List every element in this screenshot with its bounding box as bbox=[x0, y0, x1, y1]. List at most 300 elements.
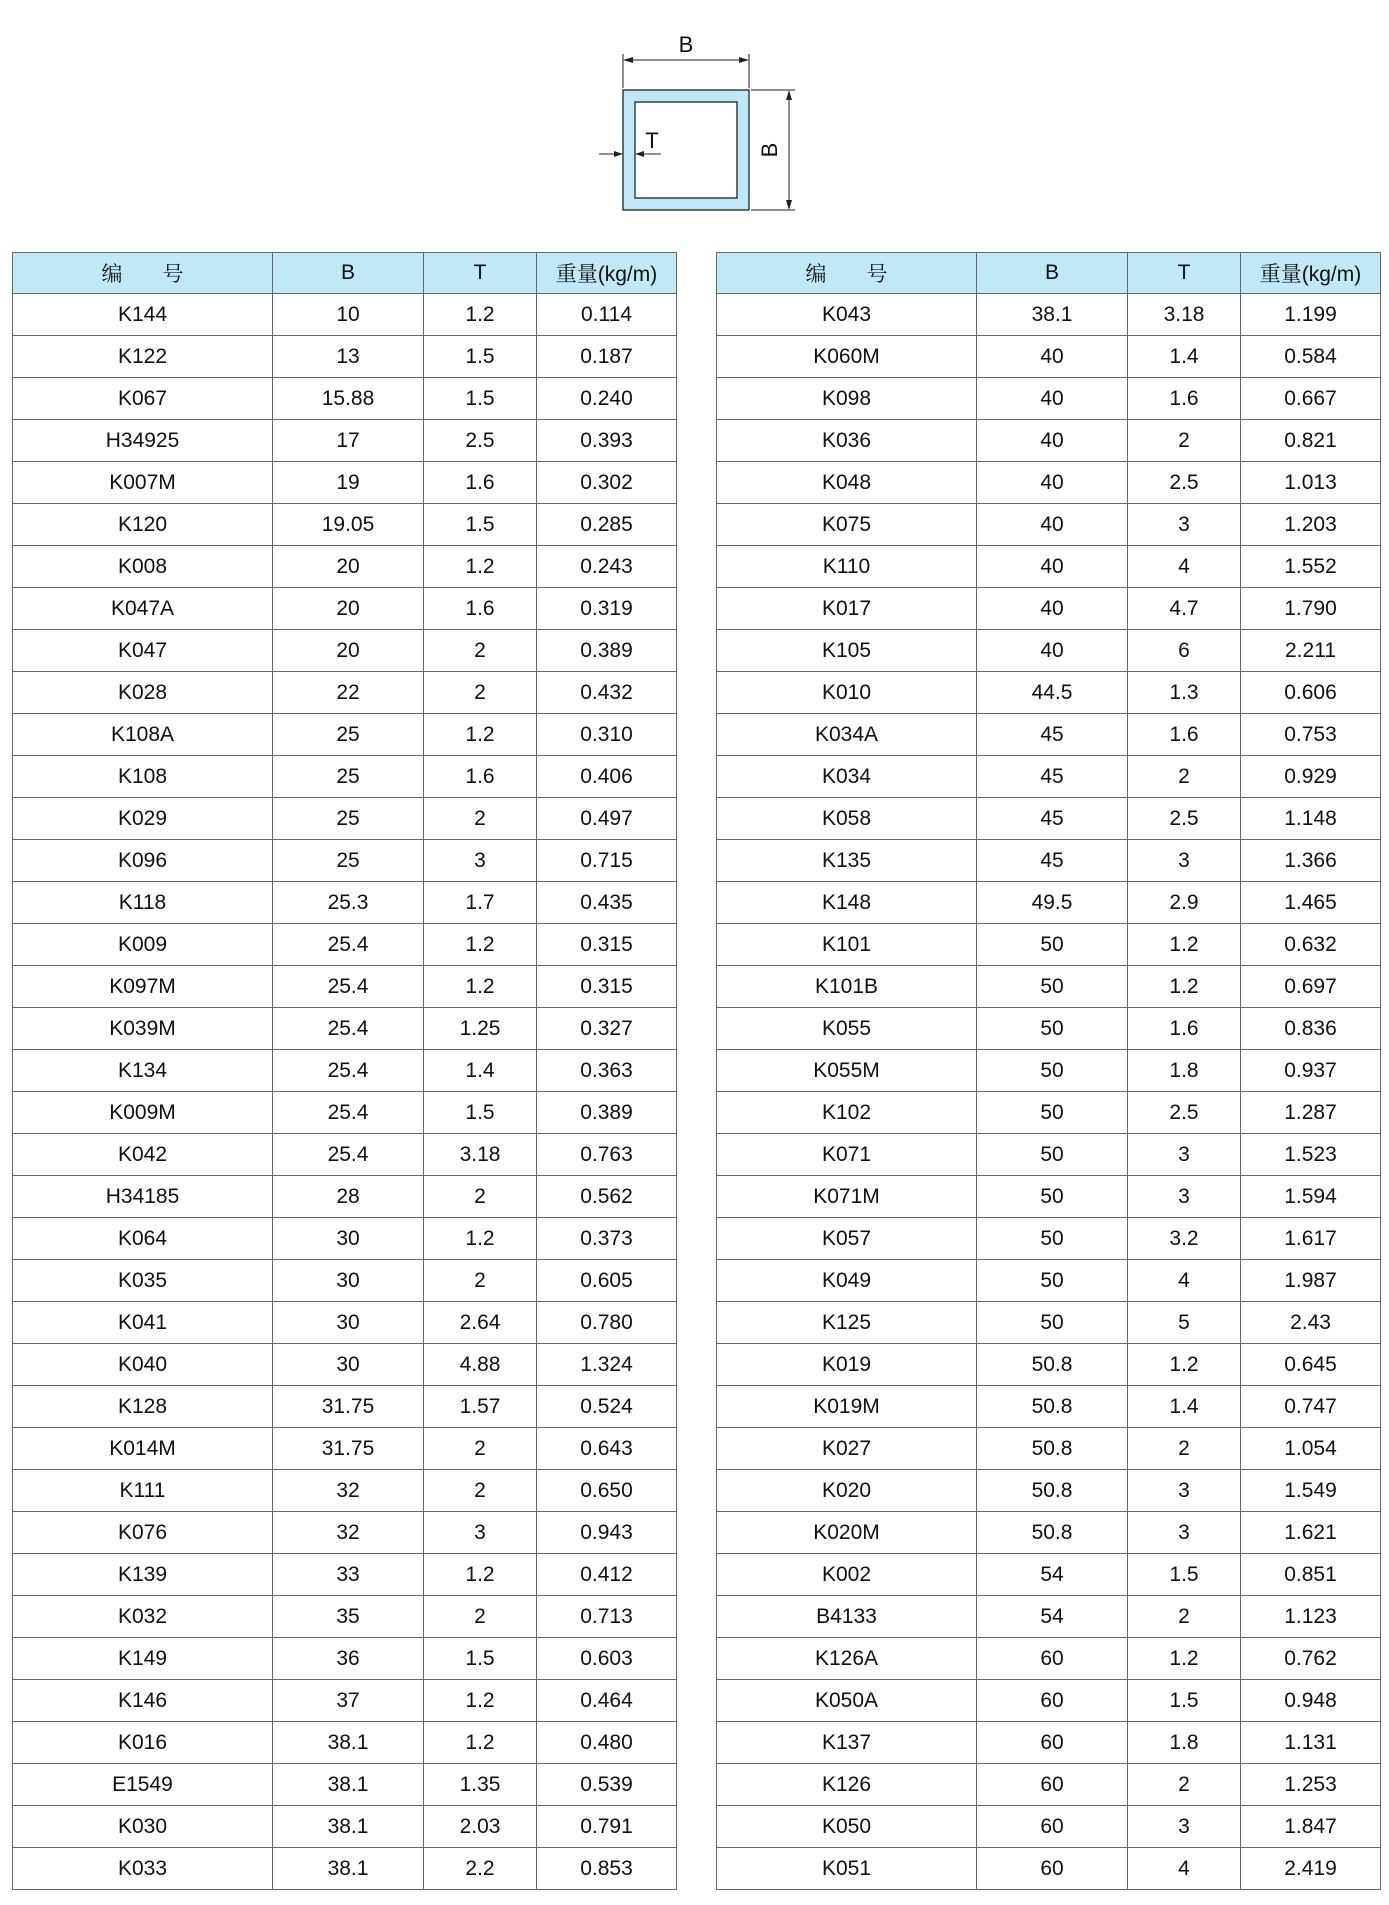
cell-weight: 0.584 bbox=[1241, 336, 1381, 378]
cell-code: K050 bbox=[717, 1806, 977, 1848]
cell-weight: 0.937 bbox=[1241, 1050, 1381, 1092]
spec-table-left bbox=[12, 252, 677, 1890]
cell-b: 38.1 bbox=[273, 1848, 424, 1890]
cell-t: 6 bbox=[1128, 630, 1241, 672]
table-row bbox=[717, 1344, 1381, 1386]
table-row bbox=[13, 1512, 677, 1554]
table-header-row bbox=[717, 253, 1381, 294]
cell-t: 3 bbox=[1128, 1512, 1241, 1554]
cell-b: 50.8 bbox=[977, 1512, 1128, 1554]
cell-t: 2 bbox=[1128, 1764, 1241, 1806]
cell-t: 4 bbox=[1128, 546, 1241, 588]
cell-t: 3 bbox=[424, 840, 537, 882]
cell-weight: 0.363 bbox=[537, 1050, 677, 1092]
table-row bbox=[717, 966, 1381, 1008]
cell-weight: 0.747 bbox=[1241, 1386, 1381, 1428]
cell-code: K035 bbox=[13, 1260, 273, 1302]
cell-weight: 0.853 bbox=[537, 1848, 677, 1890]
cell-b: 17 bbox=[273, 420, 424, 462]
cell-b: 30 bbox=[273, 1260, 424, 1302]
cell-t: 1.25 bbox=[424, 1008, 537, 1050]
cell-b: 25.4 bbox=[273, 924, 424, 966]
cell-code: K055M bbox=[717, 1050, 977, 1092]
cell-b: 50.8 bbox=[977, 1386, 1128, 1428]
cell-code: K029 bbox=[13, 798, 273, 840]
cell-code: K036 bbox=[717, 420, 977, 462]
table-row bbox=[13, 588, 677, 630]
cell-weight: 2.419 bbox=[1241, 1848, 1381, 1890]
cell-weight: 1.552 bbox=[1241, 546, 1381, 588]
cell-b: 13 bbox=[273, 336, 424, 378]
cell-code: K064 bbox=[13, 1218, 273, 1260]
cell-t: 2 bbox=[424, 630, 537, 672]
spec-table-right bbox=[716, 252, 1381, 1890]
cell-code: K030 bbox=[13, 1806, 273, 1848]
cell-code: K017 bbox=[717, 588, 977, 630]
cell-weight: 1.790 bbox=[1241, 588, 1381, 630]
cell-b: 40 bbox=[977, 546, 1128, 588]
cell-t: 2 bbox=[424, 1428, 537, 1470]
cell-code: K016 bbox=[13, 1722, 273, 1764]
table-row bbox=[13, 336, 677, 378]
cell-b: 25 bbox=[273, 756, 424, 798]
cell-b: 38.1 bbox=[273, 1764, 424, 1806]
header-t: T bbox=[1128, 253, 1241, 294]
table-row bbox=[717, 420, 1381, 462]
cell-b: 45 bbox=[977, 798, 1128, 840]
cell-weight: 0.929 bbox=[1241, 756, 1381, 798]
table-row bbox=[13, 1134, 677, 1176]
cell-t: 1.2 bbox=[424, 714, 537, 756]
table-row bbox=[13, 798, 677, 840]
cell-code: K033 bbox=[13, 1848, 273, 1890]
cell-b: 38.1 bbox=[273, 1806, 424, 1848]
cell-b: 50 bbox=[977, 966, 1128, 1008]
cell-weight: 1.253 bbox=[1241, 1764, 1381, 1806]
cell-b: 50.8 bbox=[977, 1344, 1128, 1386]
cell-weight: 1.287 bbox=[1241, 1092, 1381, 1134]
cell-weight: 0.373 bbox=[537, 1218, 677, 1260]
cell-code: K028 bbox=[13, 672, 273, 714]
cell-b: 60 bbox=[977, 1806, 1128, 1848]
cell-weight: 0.791 bbox=[537, 1806, 677, 1848]
cell-t: 1.4 bbox=[1128, 1386, 1241, 1428]
table-row bbox=[717, 588, 1381, 630]
table-row bbox=[717, 1638, 1381, 1680]
cell-t: 2.64 bbox=[424, 1302, 537, 1344]
table-row bbox=[717, 882, 1381, 924]
cell-code: K111 bbox=[13, 1470, 273, 1512]
table-row bbox=[13, 294, 677, 336]
cell-weight: 0.406 bbox=[537, 756, 677, 798]
cell-t: 1.2 bbox=[424, 1554, 537, 1596]
header-t: T bbox=[424, 253, 537, 294]
cell-code: K020M bbox=[717, 1512, 977, 1554]
cell-code: K034A bbox=[717, 714, 977, 756]
table-row bbox=[717, 378, 1381, 420]
cell-t: 1.5 bbox=[424, 1092, 537, 1134]
table-row bbox=[13, 1302, 677, 1344]
cell-t: 1.8 bbox=[1128, 1050, 1241, 1092]
cell-code: K009M bbox=[13, 1092, 273, 1134]
thickness-label: T bbox=[645, 128, 659, 153]
cell-b: 31.75 bbox=[273, 1428, 424, 1470]
cell-code: K049 bbox=[717, 1260, 977, 1302]
cell-t: 5 bbox=[1128, 1302, 1241, 1344]
table-row bbox=[13, 1260, 677, 1302]
cell-b: 35 bbox=[273, 1596, 424, 1638]
cell-code: K047A bbox=[13, 588, 273, 630]
cell-weight: 0.780 bbox=[537, 1302, 677, 1344]
cell-weight: 0.285 bbox=[537, 504, 677, 546]
cell-code: K042 bbox=[13, 1134, 273, 1176]
cell-t: 3 bbox=[1128, 1134, 1241, 1176]
cell-code: K019 bbox=[717, 1344, 977, 1386]
table-row bbox=[13, 1554, 677, 1596]
cell-t: 1.5 bbox=[424, 378, 537, 420]
cell-code: K101 bbox=[717, 924, 977, 966]
cell-b: 20 bbox=[273, 588, 424, 630]
table-row bbox=[717, 546, 1381, 588]
header-b: B bbox=[273, 253, 424, 294]
table-row bbox=[717, 462, 1381, 504]
table-row bbox=[13, 756, 677, 798]
table-row bbox=[13, 840, 677, 882]
cell-t: 3 bbox=[1128, 1806, 1241, 1848]
cell-weight: 1.523 bbox=[1241, 1134, 1381, 1176]
cell-b: 25.3 bbox=[273, 882, 424, 924]
cell-t: 2 bbox=[1128, 756, 1241, 798]
cell-code: K040 bbox=[13, 1344, 273, 1386]
cell-weight: 0.763 bbox=[537, 1134, 677, 1176]
cell-code: K108 bbox=[13, 756, 273, 798]
cell-t: 1.5 bbox=[424, 336, 537, 378]
header-code: 编号 bbox=[717, 253, 977, 294]
cell-b: 15.88 bbox=[273, 378, 424, 420]
table-row bbox=[717, 1848, 1381, 1890]
cell-code: K096 bbox=[13, 840, 273, 882]
cell-t: 1.2 bbox=[424, 294, 537, 336]
table-row bbox=[13, 420, 677, 462]
cell-code: K047 bbox=[13, 630, 273, 672]
cell-b: 50 bbox=[977, 1134, 1128, 1176]
cell-b: 37 bbox=[273, 1680, 424, 1722]
cell-weight: 0.851 bbox=[1241, 1554, 1381, 1596]
cell-weight: 0.643 bbox=[537, 1428, 677, 1470]
table-row bbox=[717, 672, 1381, 714]
cell-code: K120 bbox=[13, 504, 273, 546]
cell-code: K076 bbox=[13, 1512, 273, 1554]
cell-weight: 0.715 bbox=[537, 840, 677, 882]
cell-code: K139 bbox=[13, 1554, 273, 1596]
cell-weight: 0.464 bbox=[537, 1680, 677, 1722]
cell-code: K008 bbox=[13, 546, 273, 588]
cell-code: K102 bbox=[717, 1092, 977, 1134]
cell-weight: 0.243 bbox=[537, 546, 677, 588]
cell-t: 4 bbox=[1128, 1848, 1241, 1890]
cell-weight: 0.650 bbox=[537, 1470, 677, 1512]
table-row bbox=[717, 798, 1381, 840]
cell-b: 49.5 bbox=[977, 882, 1128, 924]
cell-weight: 0.315 bbox=[537, 924, 677, 966]
cell-t: 1.8 bbox=[1128, 1722, 1241, 1764]
cell-t: 2 bbox=[1128, 1596, 1241, 1638]
table-row bbox=[13, 924, 677, 966]
thickness-arrow-left bbox=[614, 151, 623, 157]
cell-t: 1.2 bbox=[1128, 1638, 1241, 1680]
cell-code: K126 bbox=[717, 1764, 977, 1806]
cell-weight: 0.435 bbox=[537, 882, 677, 924]
table-row bbox=[13, 1344, 677, 1386]
table-row bbox=[717, 1554, 1381, 1596]
cell-weight: 0.114 bbox=[537, 294, 677, 336]
cell-t: 3 bbox=[1128, 840, 1241, 882]
cell-t: 4 bbox=[1128, 1260, 1241, 1302]
cell-b: 25 bbox=[273, 840, 424, 882]
table-row bbox=[13, 1176, 677, 1218]
cell-t: 1.4 bbox=[1128, 336, 1241, 378]
table-row bbox=[717, 1176, 1381, 1218]
width-label: B bbox=[678, 32, 694, 57]
cell-t: 3 bbox=[1128, 1470, 1241, 1512]
cell-weight: 0.302 bbox=[537, 462, 677, 504]
table-row bbox=[13, 504, 677, 546]
cell-t: 1.2 bbox=[424, 1218, 537, 1260]
cell-b: 36 bbox=[273, 1638, 424, 1680]
cell-b: 60 bbox=[977, 1848, 1128, 1890]
cell-b: 19 bbox=[273, 462, 424, 504]
cell-t: 1.2 bbox=[1128, 1344, 1241, 1386]
cell-weight: 0.310 bbox=[537, 714, 677, 756]
cell-b: 40 bbox=[977, 504, 1128, 546]
cell-t: 3.18 bbox=[424, 1134, 537, 1176]
cell-code: K122 bbox=[13, 336, 273, 378]
table-row bbox=[13, 1386, 677, 1428]
cell-t: 1.2 bbox=[1128, 924, 1241, 966]
cell-b: 54 bbox=[977, 1596, 1128, 1638]
cell-t: 1.5 bbox=[424, 1638, 537, 1680]
cell-weight: 0.713 bbox=[537, 1596, 677, 1638]
cell-weight: 0.187 bbox=[537, 336, 677, 378]
cell-weight: 1.594 bbox=[1241, 1176, 1381, 1218]
cell-t: 1.2 bbox=[1128, 966, 1241, 1008]
cell-b: 40 bbox=[977, 630, 1128, 672]
width-arrow-left bbox=[623, 57, 633, 63]
cell-weight: 1.617 bbox=[1241, 1218, 1381, 1260]
table-row bbox=[717, 1050, 1381, 1092]
cell-t: 2.5 bbox=[1128, 1092, 1241, 1134]
cell-t: 1.5 bbox=[424, 504, 537, 546]
cell-b: 38.1 bbox=[273, 1722, 424, 1764]
cell-t: 2 bbox=[424, 1176, 537, 1218]
cell-code: K051 bbox=[717, 1848, 977, 1890]
table-row bbox=[717, 1386, 1381, 1428]
cell-code: K118 bbox=[13, 882, 273, 924]
cell-t: 1.7 bbox=[424, 882, 537, 924]
cell-b: 45 bbox=[977, 756, 1128, 798]
cell-b: 60 bbox=[977, 1680, 1128, 1722]
cell-code: K014M bbox=[13, 1428, 273, 1470]
cell-code: K105 bbox=[717, 630, 977, 672]
square-tube-cross-section-diagram bbox=[585, 22, 825, 222]
header-b: B bbox=[977, 253, 1128, 294]
cell-t: 1.2 bbox=[424, 1680, 537, 1722]
cell-b: 50 bbox=[977, 1218, 1128, 1260]
cell-t: 1.35 bbox=[424, 1764, 537, 1806]
table-row bbox=[13, 1008, 677, 1050]
table-row bbox=[717, 336, 1381, 378]
cell-b: 60 bbox=[977, 1722, 1128, 1764]
cell-t: 2 bbox=[1128, 1428, 1241, 1470]
table-row bbox=[717, 1596, 1381, 1638]
cell-t: 1.2 bbox=[424, 924, 537, 966]
table-row bbox=[13, 1764, 677, 1806]
cell-weight: 0.753 bbox=[1241, 714, 1381, 756]
cell-b: 45 bbox=[977, 840, 1128, 882]
cell-weight: 0.667 bbox=[1241, 378, 1381, 420]
cell-code: K108A bbox=[13, 714, 273, 756]
cell-b: 50.8 bbox=[977, 1470, 1128, 1512]
cell-code: K032 bbox=[13, 1596, 273, 1638]
cell-weight: 1.987 bbox=[1241, 1260, 1381, 1302]
cell-weight: 0.412 bbox=[537, 1554, 677, 1596]
cell-t: 2 bbox=[424, 798, 537, 840]
cell-b: 54 bbox=[977, 1554, 1128, 1596]
cell-t: 3.2 bbox=[1128, 1218, 1241, 1260]
cell-t: 3 bbox=[1128, 1176, 1241, 1218]
cell-t: 1.6 bbox=[1128, 1008, 1241, 1050]
cell-b: 50 bbox=[977, 1260, 1128, 1302]
cell-t: 3 bbox=[1128, 504, 1241, 546]
header-weight: 重量(kg/m) bbox=[1241, 253, 1381, 294]
cell-code: K060M bbox=[717, 336, 977, 378]
cell-b: 31.75 bbox=[273, 1386, 424, 1428]
table-row bbox=[13, 1722, 677, 1764]
table-row bbox=[13, 1596, 677, 1638]
cell-weight: 0.762 bbox=[1241, 1638, 1381, 1680]
table-row bbox=[717, 1680, 1381, 1722]
table-row bbox=[717, 1806, 1381, 1848]
height-label: B bbox=[757, 142, 782, 158]
cell-b: 40 bbox=[977, 336, 1128, 378]
cell-b: 25.4 bbox=[273, 1092, 424, 1134]
cell-t: 1.6 bbox=[424, 588, 537, 630]
cell-b: 40 bbox=[977, 588, 1128, 630]
cell-t: 2 bbox=[424, 1470, 537, 1512]
cell-code: K055 bbox=[717, 1008, 977, 1050]
table-row bbox=[13, 1680, 677, 1722]
table-row bbox=[717, 1764, 1381, 1806]
table-row bbox=[13, 1806, 677, 1848]
cell-t: 1.3 bbox=[1128, 672, 1241, 714]
table-row bbox=[717, 630, 1381, 672]
cell-code: E1549 bbox=[13, 1764, 273, 1806]
cell-b: 25.4 bbox=[273, 1134, 424, 1176]
cell-code: K067 bbox=[13, 378, 273, 420]
cell-code: K050A bbox=[717, 1680, 977, 1722]
cell-t: 1.4 bbox=[424, 1050, 537, 1092]
cell-b: 50 bbox=[977, 1008, 1128, 1050]
cell-t: 3.18 bbox=[1128, 294, 1241, 336]
cell-code: K041 bbox=[13, 1302, 273, 1344]
cell-weight: 1.148 bbox=[1241, 798, 1381, 840]
cell-b: 50 bbox=[977, 924, 1128, 966]
cell-weight: 0.603 bbox=[537, 1638, 677, 1680]
cell-weight: 1.013 bbox=[1241, 462, 1381, 504]
cell-weight: 1.203 bbox=[1241, 504, 1381, 546]
cell-code: K146 bbox=[13, 1680, 273, 1722]
cell-code: K027 bbox=[717, 1428, 977, 1470]
table-row bbox=[717, 1302, 1381, 1344]
table-row bbox=[13, 966, 677, 1008]
table-row bbox=[13, 1848, 677, 1890]
cell-b: 32 bbox=[273, 1470, 424, 1512]
cell-code: K039M bbox=[13, 1008, 273, 1050]
cell-code: K148 bbox=[717, 882, 977, 924]
cell-b: 25.4 bbox=[273, 966, 424, 1008]
table-row bbox=[717, 1134, 1381, 1176]
cell-code: K134 bbox=[13, 1050, 273, 1092]
cell-weight: 1.847 bbox=[1241, 1806, 1381, 1848]
width-arrow-right bbox=[739, 57, 749, 63]
table-row bbox=[13, 630, 677, 672]
cell-b: 50 bbox=[977, 1050, 1128, 1092]
cell-b: 44.5 bbox=[977, 672, 1128, 714]
table-row bbox=[717, 1218, 1381, 1260]
table-row bbox=[13, 882, 677, 924]
height-arrow-bottom bbox=[786, 200, 792, 210]
table-row bbox=[717, 756, 1381, 798]
table-row bbox=[717, 294, 1381, 336]
cell-t: 1.6 bbox=[1128, 714, 1241, 756]
cell-b: 25 bbox=[273, 798, 424, 840]
cell-t: 4.7 bbox=[1128, 588, 1241, 630]
cell-b: 40 bbox=[977, 378, 1128, 420]
table-row bbox=[13, 714, 677, 756]
cell-code: K009 bbox=[13, 924, 273, 966]
table-row bbox=[13, 1218, 677, 1260]
cell-weight: 2.211 bbox=[1241, 630, 1381, 672]
cell-code: K010 bbox=[717, 672, 977, 714]
cell-weight: 1.123 bbox=[1241, 1596, 1381, 1638]
cell-t: 2 bbox=[424, 672, 537, 714]
cell-b: 25 bbox=[273, 714, 424, 756]
cell-weight: 1.621 bbox=[1241, 1512, 1381, 1554]
cell-weight: 1.131 bbox=[1241, 1722, 1381, 1764]
cell-code: K149 bbox=[13, 1638, 273, 1680]
table-row bbox=[717, 1512, 1381, 1554]
cell-weight: 1.199 bbox=[1241, 294, 1381, 336]
cell-b: 30 bbox=[273, 1302, 424, 1344]
cell-code: K135 bbox=[717, 840, 977, 882]
cell-b: 60 bbox=[977, 1764, 1128, 1806]
table-row bbox=[13, 1638, 677, 1680]
cell-code: K097M bbox=[13, 966, 273, 1008]
cell-b: 50 bbox=[977, 1302, 1128, 1344]
cell-b: 10 bbox=[273, 294, 424, 336]
table-row bbox=[717, 1092, 1381, 1134]
table-row bbox=[717, 924, 1381, 966]
cell-code: K075 bbox=[717, 504, 977, 546]
cell-weight: 1.324 bbox=[537, 1344, 677, 1386]
height-arrow-top bbox=[786, 90, 792, 100]
cell-b: 50.8 bbox=[977, 1428, 1128, 1470]
cell-t: 2.5 bbox=[1128, 462, 1241, 504]
cell-code: H34185 bbox=[13, 1176, 273, 1218]
cell-weight: 0.389 bbox=[537, 630, 677, 672]
cell-weight: 0.393 bbox=[537, 420, 677, 462]
cell-weight: 0.821 bbox=[1241, 420, 1381, 462]
